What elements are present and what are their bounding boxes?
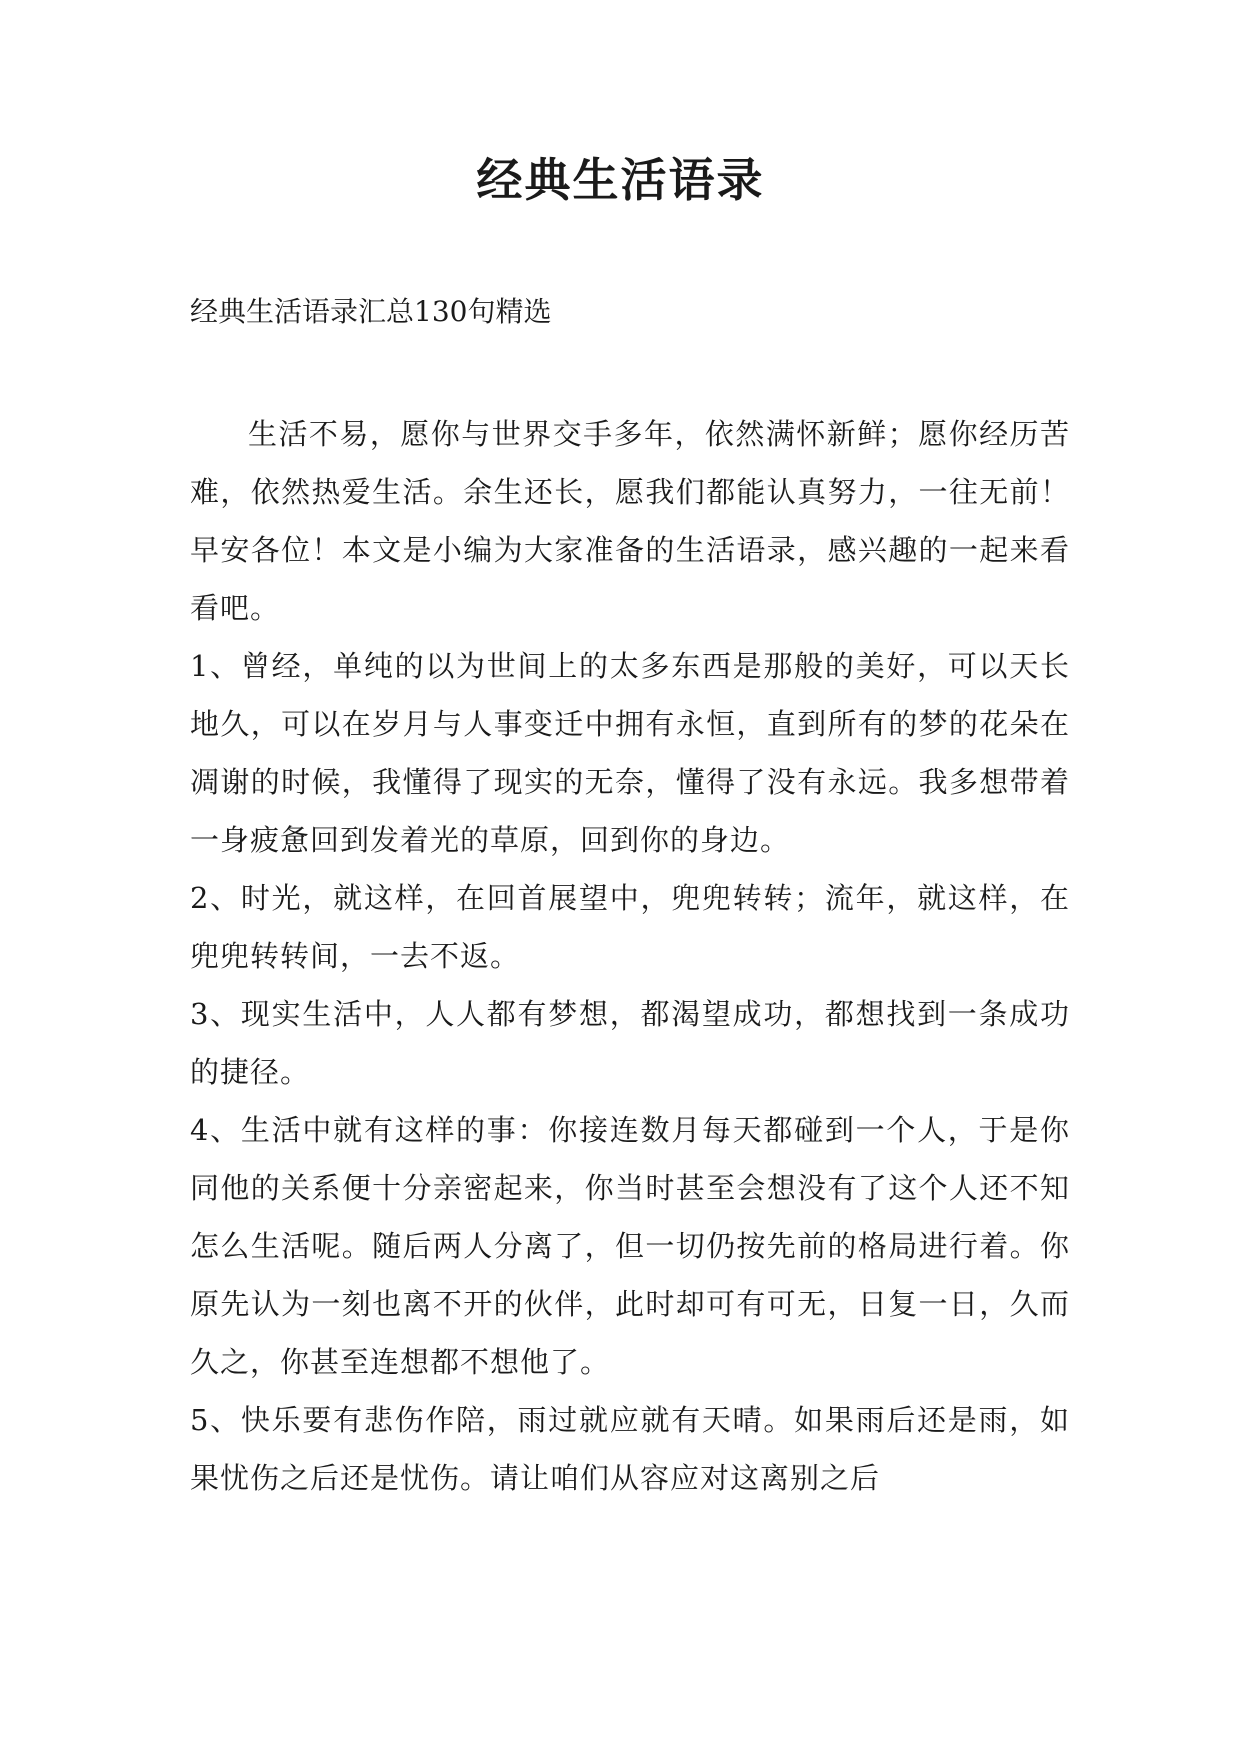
document-body [190,405,1070,1507]
list-item: 5、快乐要有悲伤作陪，雨过就应就有天晴。如果雨后还是雨，如果忧伤之后还是忧伤。请让咱们从容应对这离别之后 [190,1403,1070,1495]
list-item: 1、曾经，单纯的以为世间上的太多东西是那般的美好，可以天长地久，可以在岁月与人事变迁中拥有永恒，直到所有的梦的花朵在凋谢的时候，我懂得了现实的无奈，懂得了没有永远。我多想带着一身疲惫回到发着光的草原，回到你的身边。 [190,649,1070,857]
document-title: 经典生活语录 [476,153,765,207]
document-subtitle: 经典生活语录汇总130句精选 [190,295,552,328]
list-item: 2、时光，就这样，在回首展望中，兜兜转转；流年，就这样，在兜兜转转间，一去不返。 [190,881,1070,973]
intro-paragraph: 生活不易，愿你与世界交手多年，依然满怀新鲜；愿你经历苦难，依然热爱生活。余生还长，愿我们都能认真努力，一往无前！早安各位！本文是小编为大家准备的生活语录，感兴趣的一起来看看吧。 [190,417,1070,625]
list-item: 3、现实生活中，人人都有梦想，都渴望成功，都想找到一条成功的捷径。 [190,997,1070,1089]
list-item: 4、生活中就有这样的事：你接连数月每天都碰到一个人，于是你同他的关系便十分亲密起来，你当时甚至会想没有了这个人还不知怎么生活呢。随后两人分离了，但一切仍按先前的格局进行着。你原先认为一刻也离不开的伙伴，此时却可有可无，日复一日，久而久之，你甚至连想都不想他了。 [190,1113,1070,1379]
